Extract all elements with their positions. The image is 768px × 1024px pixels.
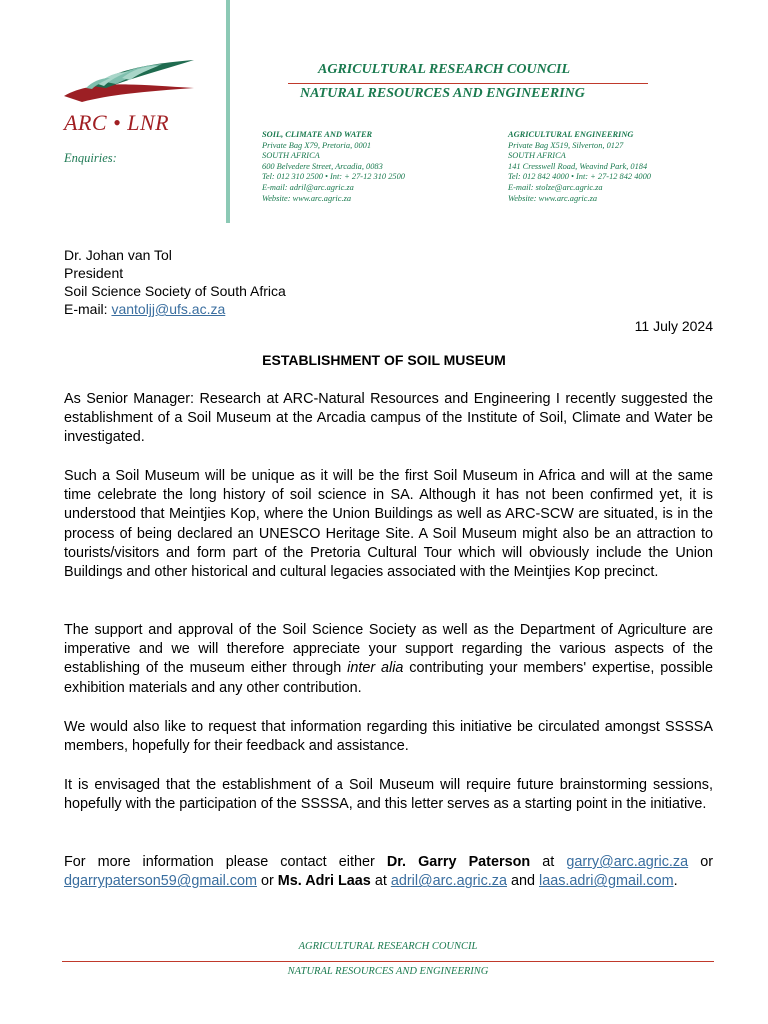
contact-text: and — [507, 873, 540, 890]
contact-text: or — [256, 873, 278, 890]
email-label: E-mail: — [64, 301, 108, 317]
contact-lead-text: For more information please contact either — [64, 854, 387, 870]
contact-2-email-link[interactable]: adril@arc.agric.za — [390, 873, 508, 890]
contact-2-name: Ms. Adri Laas — [277, 873, 371, 890]
paragraph-1: As Senior Manager: Research at ARC-Natural Resources and Engineering I recently suggested the establishment of a Soil Museum at the Arcadia campus of the Institute of Soil, Climate and Water be investigated. — [64, 391, 713, 446]
paragraph-3-part: The support and approval of the Soil Science Society as well as the Department of Agriculture are imperative and we will therefore appreciate your support regarding the various aspects of the establishing of the museum either through — [64, 622, 713, 677]
address-line: 141 Cresswell Road, Weavind Park, 0184 — [508, 161, 648, 171]
arc-lnr-logo-icon — [62, 58, 198, 114]
footer-rule — [62, 961, 714, 962]
paragraph-5: It is envisaged that the establishment of a Soil Museum will require future brainstorming sessions, hopefully with the participation of the SSSSA, and this letter serves as a starting point in the initiative. — [64, 777, 713, 813]
paragraph-4: We would also like to request that information regarding this initiative be circulated amongst SSSSA members, hopefully for their feedback and assistance. — [64, 719, 713, 755]
paragraph-3-part: contributing your members' expertise, possible exhibition materials and any other contribution. — [64, 660, 713, 696]
recipient-organization: Soil Science Society of South Africa — [64, 283, 286, 299]
recipient-title: President — [64, 265, 124, 281]
address-line: Website: www.arc.agric.za — [508, 193, 598, 203]
address-line: E-mail: adril@arc.agric.za — [262, 182, 354, 192]
address-heading: AGRICULTURAL ENGINEERING — [508, 130, 634, 139]
footer-title-arc: AGRICULTURAL RESEARCH COUNCIL — [298, 941, 478, 952]
address-block-ae — [508, 130, 651, 204]
contact-1-name: Dr. Garry Paterson — [386, 854, 531, 870]
contact-text: at — [370, 873, 391, 890]
address-line: Website: www.arc.agric.za — [262, 193, 352, 203]
contact-2-email2-link[interactable]: laas.adri@gmail.com — [539, 873, 674, 890]
letter-subject: ESTABLISHMENT OF SOIL MUSEUM — [262, 352, 506, 368]
recipient-email-link[interactable]: vantoljj@ufs.ac.za — [111, 301, 226, 317]
vertical-divider — [226, 0, 230, 223]
paragraph-3 — [64, 621, 713, 698]
address-block-scw — [262, 130, 405, 204]
recipient-block — [64, 246, 286, 318]
contact-text: . — [673, 873, 678, 890]
enquiries-label: Enquiries: — [64, 151, 117, 165]
address-line: SOUTH AFRICA — [508, 151, 566, 161]
address-line: 600 Belvedere Street, Arcadia, 0083 — [262, 161, 383, 171]
contact-text: or — [688, 854, 713, 870]
header-title-nre: NATURAL RESOURCES AND ENGINEERING — [300, 86, 585, 101]
paragraph-6-contacts — [64, 853, 713, 891]
address-line: SOUTH AFRICA — [262, 151, 320, 161]
address-line: E-mail: stolze@arc.agric.za — [508, 182, 603, 192]
contact-text: at — [530, 854, 567, 870]
address-heading: SOIL, CLIMATE AND WATER — [262, 130, 373, 139]
contact-1-email2-link[interactable]: dgarrypaterson59@gmail.com — [64, 873, 257, 890]
address-line: Private Bag X79, Pretoria, 0001 — [262, 140, 372, 150]
recipient-name: Dr. Johan van Tol — [64, 247, 172, 263]
address-line: Tel: 012 310 2500 • Int: + 27-12 310 2500 — [262, 172, 405, 182]
logo-wordmark: ARC • LNR — [64, 110, 170, 135]
recipient-email-row — [64, 300, 286, 318]
letter-date: 11 July 2024 — [634, 318, 713, 334]
header-title-arc: AGRICULTURAL RESEARCH COUNCIL — [318, 62, 571, 77]
address-line: Private Bag X519, Silverton, 0127 — [508, 140, 624, 150]
header-rule — [288, 83, 648, 84]
address-line: Tel: 012 842 4000 • Int: + 27-12 842 4000 — [508, 172, 651, 182]
paragraph-2: Such a Soil Museum will be unique as it will be the first Soil Museum in Africa and will at the same time celebrate the long history of soil science in SA. Although it has not been confirmed yet, it is understood that Meintjies Kop, where the Union Buildings as well as ARC-SCW are situated, is in the process of being declared an UNESCO Heritage Site. A Soil Museum might also be an attraction to tourists/visitors and form part of the Pretoria Cultural Tour which will obviously include the Union Buildings and other historical and cultural legacies associated with the Meintjies Kop precinct. — [64, 468, 713, 581]
footer-title-nre: NATURAL RESOURCES AND ENGINEERING — [287, 966, 489, 977]
paragraph-3-italic: inter alia — [347, 660, 404, 677]
contact-1-email-link[interactable]: garry@arc.agric.za — [566, 854, 689, 870]
